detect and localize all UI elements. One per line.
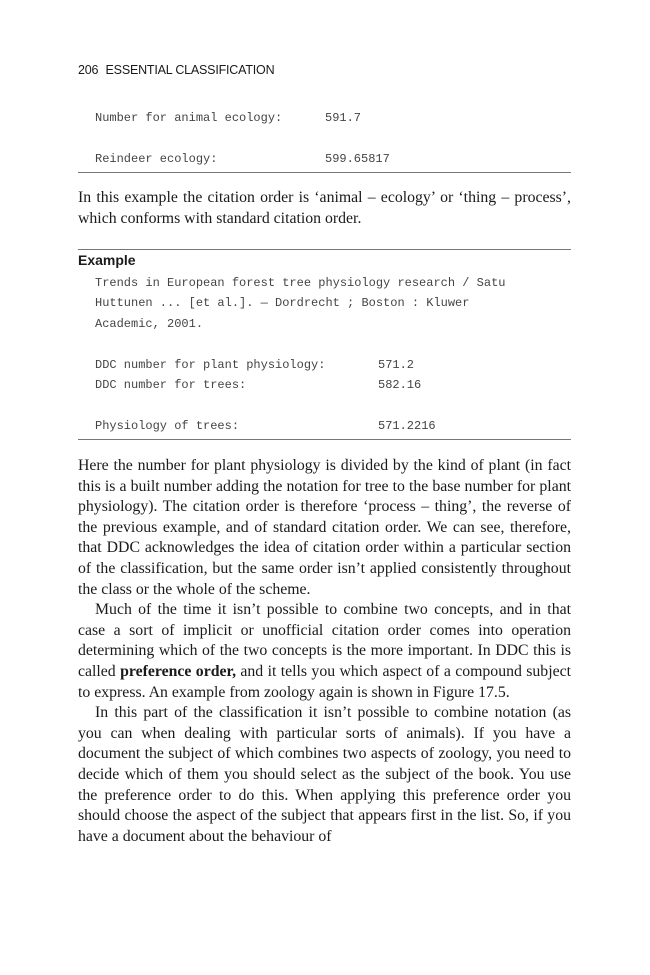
paragraph-3: [78, 600, 571, 703]
example1-row1-label: Number for animal ecology:: [95, 111, 283, 125]
example2-row1-label: DDC number for plant physiology:: [95, 358, 326, 372]
running-header: [78, 63, 274, 77]
example2-row3-value: 571.2216: [378, 419, 436, 433]
paragraph-4: In this part of the classification it isn’t possible to combine notation (as you can when dealing with particular sorts of animals). If you have a document the subject of which combines two aspects of zoology, you need to decide which of them you should select as the subject of the book. You use the preference order to do this. When applying this preference order you should choose the aspect of the subject that appears first in the list. So, if you have a document about the behaviour of: [78, 704, 571, 845]
example-heading: Example: [78, 252, 136, 268]
example2-bottom-rule: [78, 439, 571, 440]
example2-top-rule: [78, 249, 571, 250]
paragraph-1-text: In this example the citation order is ‘animal – ecology’ or ‘thing – process’, which conforms with standard citation order.: [78, 189, 571, 227]
citation-line-1: Trends in European forest tree physiology research / Satu: [95, 276, 506, 290]
example1-row1-value: 591.7: [325, 111, 362, 125]
main-body: [78, 456, 571, 847]
citation-line-3: Academic, 2001.: [95, 317, 204, 331]
paragraph-3-text-b: and it tells you which aspect of a compound subject to express. An example from zoology again is shown in Figure 17.5.: [78, 662, 572, 701]
example2-row1-value: 571.2: [378, 358, 415, 372]
running-title: ESSENTIAL CLASSIFICATION: [105, 63, 275, 77]
example2-row2-label: DDC number for trees:: [95, 378, 247, 392]
page-number: 206: [78, 63, 99, 77]
example2-row3-label: Physiology of trees:: [95, 419, 240, 433]
example1-row2-value: 599.65817: [325, 152, 390, 166]
paragraph-2: Here the number for plant physiology is divided by the kind of plant (in fact this is a built number adding the notation for tree to the base number for plant physiology). The citation order is therefore ‘process – thing’, the reverse of the previous example, and of standard citation order. We can see, therefore, that DDC acknowledges the idea of citation order within a particular section of the classification, but the same order isn’t applied consistently throughout the class or the whole of the scheme.: [78, 457, 571, 598]
example1-bottom-rule: [78, 172, 571, 173]
paragraph-1: [78, 188, 571, 229]
term-preference-order: preference order,: [120, 662, 237, 680]
citation-line-2: Huttunen ... [et al.]. — Dordrecht ; Boston : Kluwer: [95, 296, 470, 310]
paragraph-3-text-a: Much of the time it isn’t possible to combine two concepts, and in that case a sort of implicit or unofficial citation order comes into operation determining which of the two concepts is the more important. In DDC this is called: [78, 601, 571, 680]
example1-row2-label: Reindeer ecology:: [95, 152, 218, 166]
example2-row2-value: 582.16: [378, 378, 422, 392]
